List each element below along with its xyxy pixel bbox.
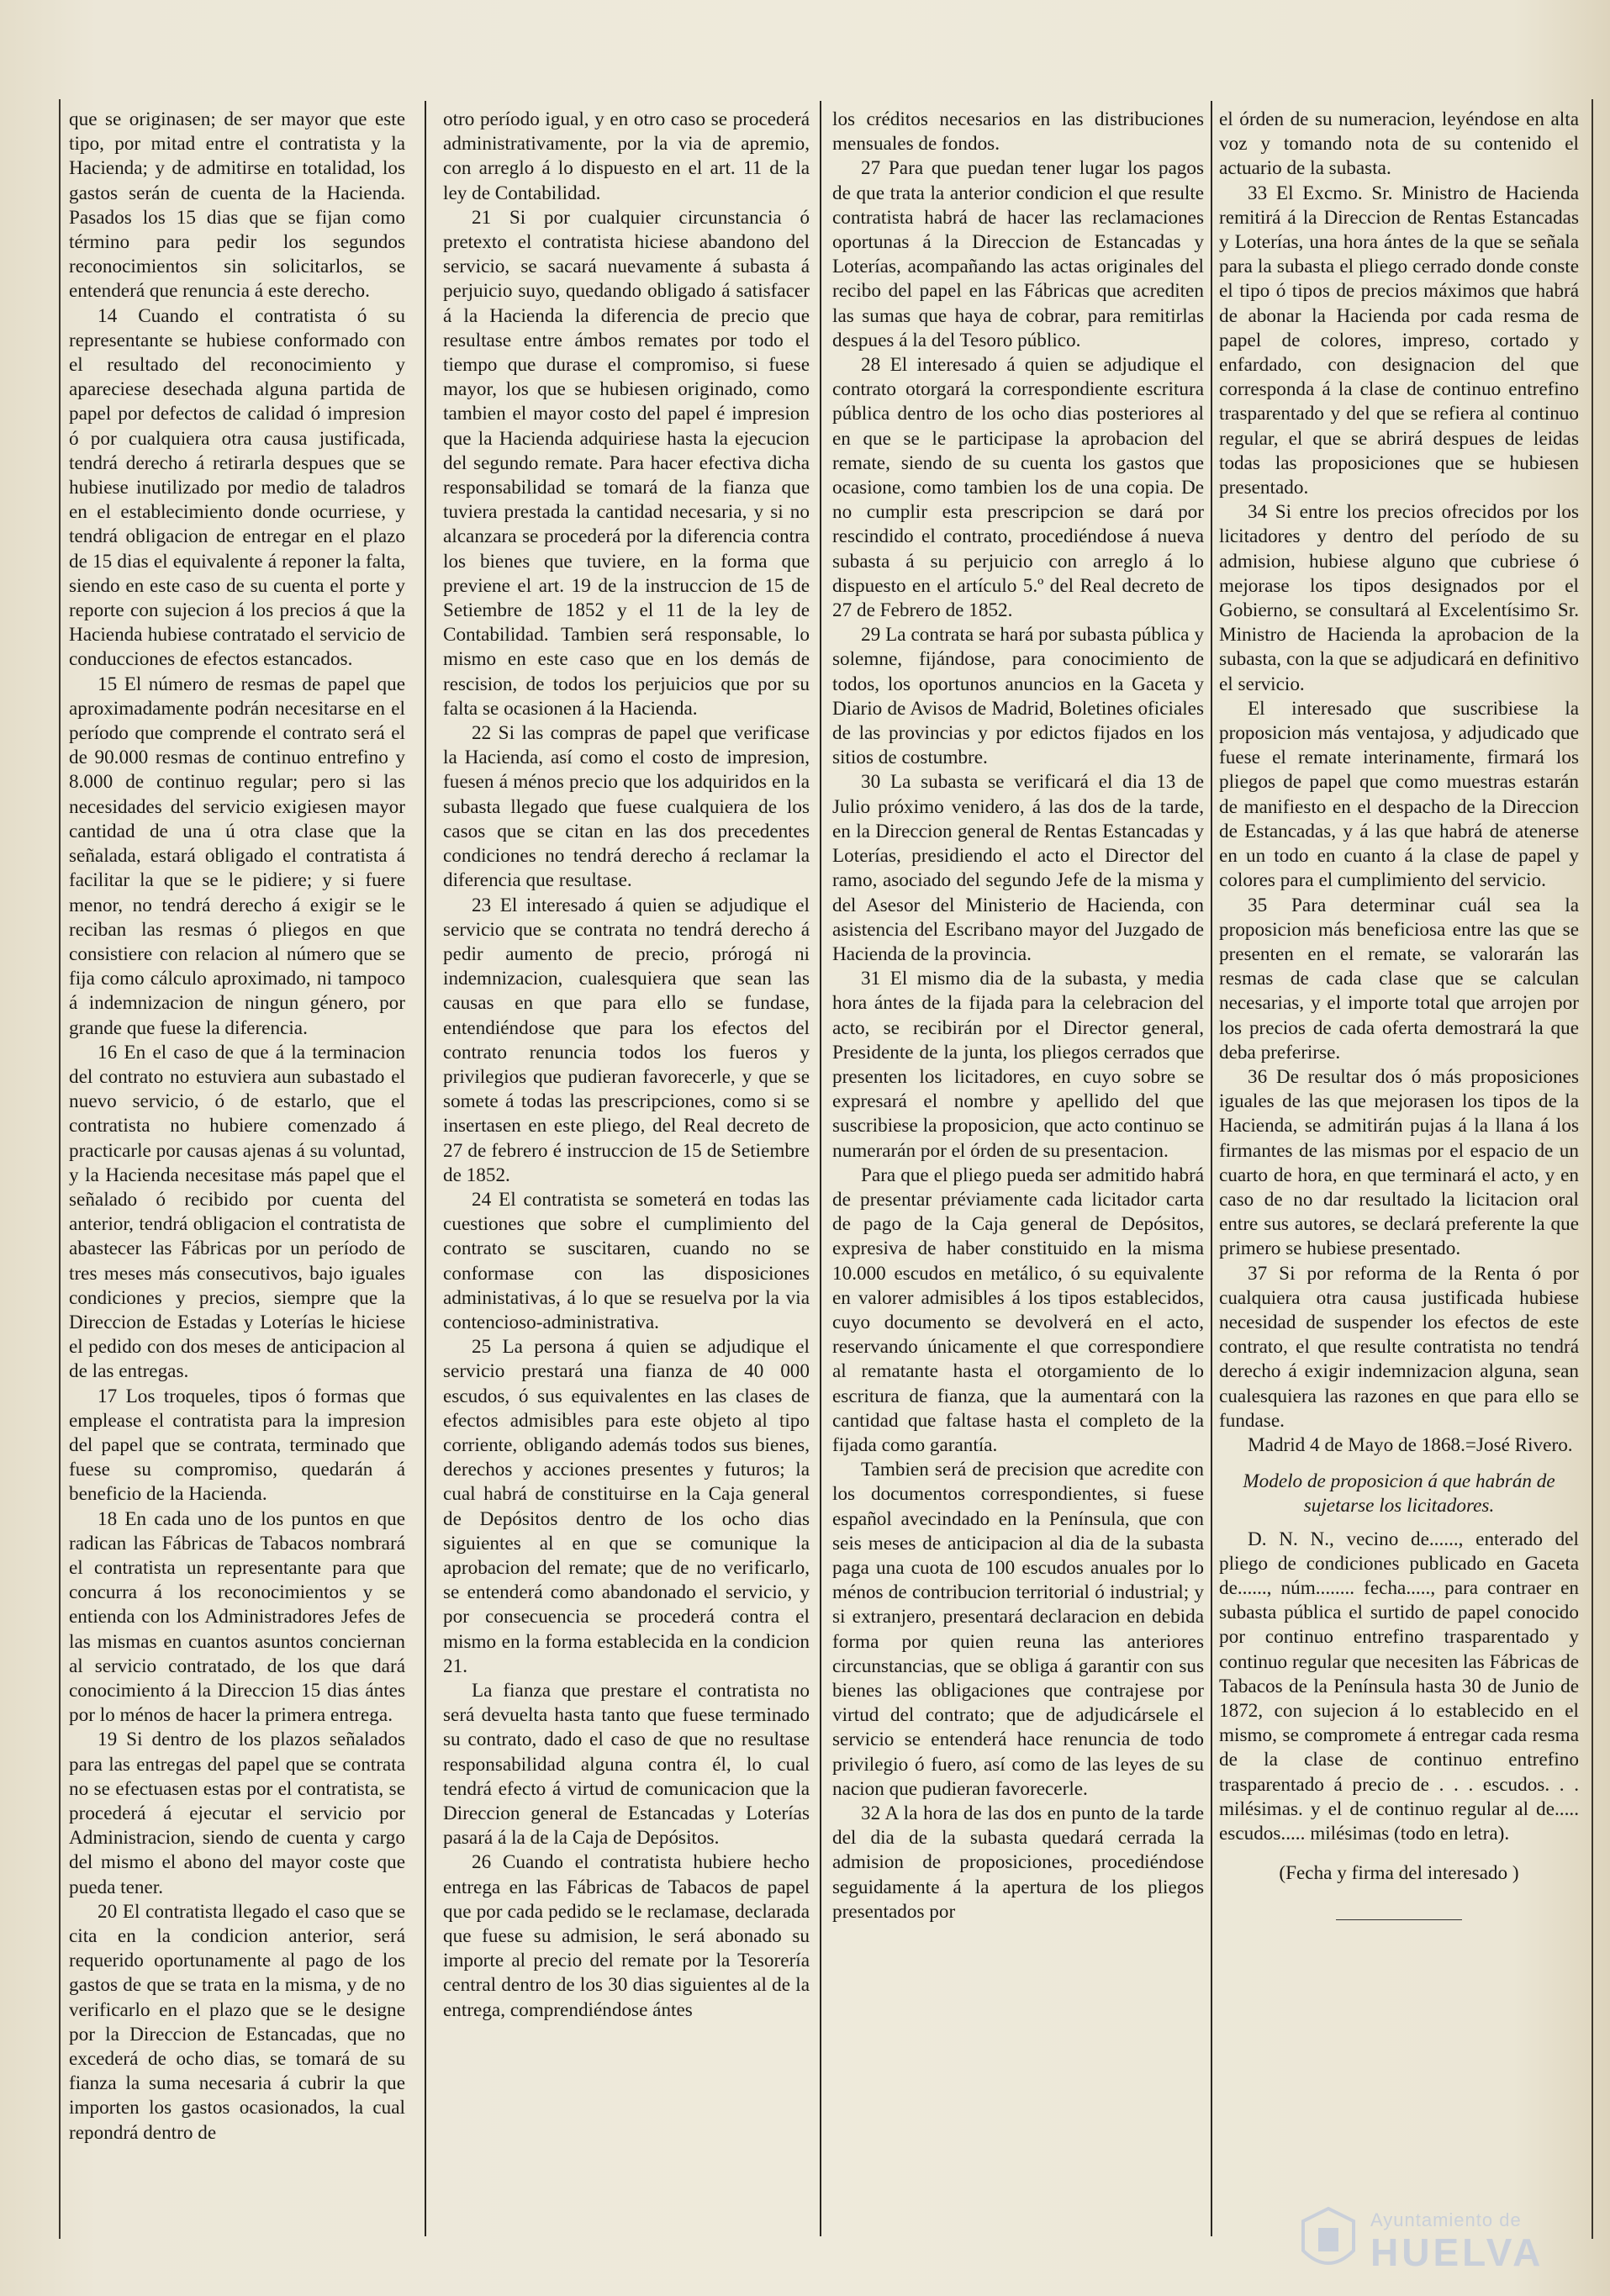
left-border-rule (59, 99, 61, 2239)
paragraph-condition-29: 29 La contrata se hará por subasta pública y solemne, fijándose, para conocimiento de todos, los oportunos anuncios en la Gaceta y Diario de Avisos de Madrid, Boletines oficiales de las provincias y por edictos fijados en los sitios de costumbre. (832, 624, 1204, 769)
paragraph-condition-35: 35 Para determinar cuál sea la proposicion más beneficiosa entre las que se presenten en el remate, se valorarán las resmas de cada clase que se calculan necesarias, y el importe total que arrojen por los precios de cada oferta demostrará la que deba preferirse. (1219, 894, 1579, 1064)
text-column-2 (443, 108, 810, 2260)
paragraph: Para que el pliego pueda ser admitido habrá de presentar préviamente cada licitador carta de pago de la Caja general de Depósitos, expresiva de haber constituido en la misma 10.000 escudos en metálico, ó su equivalente en valorer admisibles á los tipos establecidos, cuyo documento se devolverá en el acto, reservando únicamente el que correspondiere al rematante hasta el otorgamiento de lo escritura de fianza, que la aumentará con la cantidad que faltase hasta el completo de la fijada como garantía. (832, 1164, 1204, 1456)
text-column-4 (1219, 108, 1579, 2260)
signature-caption: (Fecha y firma del interesado ) (1279, 1862, 1519, 1885)
paragraph: los créditos necesarios en las distribuciones mensuales de fondos. (832, 108, 1204, 156)
column-rule (1211, 101, 1212, 2236)
paragraph-condition-16: 16 En el caso de que á la terminacion del contrato no estuviera aun subastado el nuevo servicio, ó de estarlo, que el contratista no hubiere comenzado á practicarle por causas ajenas á su voluntad, y la Hacienda necesitase más papel que el señalado ó recibido por cuenta del anterior, tendrá obligacion el contratista de abastecer las Fábricas por un período de tres meses más consecutivos, bajo iguales condiciones y precios, siempre que la Direccion de Estadas y Loterías le hiciese el pedido con dos meses de anticipacion al de las entregas. (69, 1041, 405, 1383)
signature-line (1336, 1919, 1462, 1920)
crest-icon (1295, 2204, 1362, 2280)
watermark-line1: Ayuntamiento de (1370, 2209, 1522, 2230)
paragraph: el órden de su numeracion, leyéndose en alta voz y tomando nota de su contenido el actuario de la subasta. (1219, 108, 1579, 180)
paragraph-condition-25: 25 La persona á quien se adjudique el servicio prestará una fianza de 40 000 escudos, ó sus equivalentes en las clases de efectos admisibles para este objeto al tipo corriente, obligando además todos sus bienes, derechos y acciones presentes y futuros; la cual habrá de constituirse en la Caja general de Depósitos dentro de los ocho dias siguientes al en que se comunique la aprobacion del remate; que de no verificarlo, se entenderá como abandonado el servicio, y por consecuencia se procederá contra el mismo en la forma establecida en la condicion 21. (443, 1336, 810, 1677)
paragraph-condition-23: 23 El interesado á quien se adjudique el servicio que se contrata no tendrá derecho á pedir aumento de precio, prórogá ni indemnizacion, cualesquiera que sean las causas en que para ello se fundase, entendiéndose que para los efectos del contrato renuncia todos los fueros y privilegios que pudieran favorecerle, y que se somete á todas las prescripciones, como si se insertasen en este pliego, del Real decreto de 27 de febrero é instruccion de 15 de Setiembre de 1852. (443, 894, 810, 1186)
right-border-rule (1592, 99, 1593, 2239)
paragraph-condition-14: 14 Cuando el contratista ó su representante se hubiese conformado con el resultado del reconocimiento y apareciese desechada alguna partida de papel por defectos de calidad ó impresion ó por cualquiera otra causa justificada, tendrá derecho á retirarla despues que se hubiese inutilizado por medio de taladros en el establecimiento donde ocurriese, y tendrá obligacion de entregar en el plazo de 15 dias el equivalente á reponer la falta, siendo en este caso de su cuenta el porte y reporte con sujecion á los precios á que la Hacienda hubiese contratado el servicio de conducciones de efectos estancados. (69, 304, 405, 671)
column-rule (820, 101, 821, 2236)
paragraph: La fianza que prestare el contratista no será devuelta hasta tanto que fuese terminado su contrato, dado el caso de que no resultase responsabilidad alguna contra él, lo cual tendrá efecto á virtud de comunicacion que la Direccion general de Estancadas y Loterías pasará á la de la Caja de Depósitos. (443, 1680, 810, 1850)
paragraph-condition-24: 24 El contratista se someterá en todas las cuestiones que sobre el cumplimiento del contrato se suscitaren, cuando no se conformase con las disposiciones administativas, á lo que se resuelva por la via contencioso-administrativa. (443, 1188, 810, 1333)
paragraph-condition-32: 32 A la hora de las dos en punto de la tarde del dia de la subasta quedará cerrada la admision de proposiciones, procediéndose seguidamente á la apertura de los pliegos presentados por (832, 1802, 1204, 1923)
paragraph-condition-15: 15 El número de resmas de papel que aproximadamente podrán necesitarse en el período que comprende el contrato será el de 90.000 resmas de continuo entrefino y 8.000 de continuo regular; pero si las necesidades del servicio exigiesen mayor cantidad de una ú otra clase que la señalada, estará obligado el contratista á facilitar la que se le pidiere; y si fuere menor, no tendrá derecho á exigir se le reciban las resmas ó pliegos en que consistiere con relacion al número que se fija como cálculo aproximado, ni tampoco á indemnizacion de ningun género, por grande que fuese la diferencia. (69, 673, 405, 1039)
paragraph-condition-26: 26 Cuando el contratista hubiere hecho entrega en las Fábricas de Tabacos de papel que por cada pedido se le reclamase, declarada que fuese su admision, le será abonado su importe al precio del remate por la Tesorería central dentro de los 30 dias siguientes al de la entrega, comprendiéndose ántes (443, 1851, 810, 2021)
model-proposal-body: D. N. N., vecino de......, enterado del pliego de condiciones publicado en Gaceta de......, núm........ fecha....., para contraer en subasta pública el surtido de papel conocido por continuo entrefino trasparentado y continuo regular que necesiten las Fábricas de Tabacos de la Península hasta 30 de Junio de 1872, con sujecion á lo establecido en el mismo, se compromete á entregar cada resma de la clase de continuo entrefino trasparentado á precio de . . . escudos. . . milésimas. y el de continuo regular al de..... escudos..... milésimas (todo en letra). (1219, 1528, 1579, 1845)
paragraph-condition-22: 22 Si las compras de papel que verificase la Hacienda, así como el costo de impresion, fuesen á ménos precio que los adquiridos en la subasta llegado que fuese cualquiera de los casos que se citan en las dos precedentes condiciones no tendrá derecho á reclamar la diferencia que resultase. (443, 722, 810, 892)
paragraph-condition-30: 30 La subasta se verificará el dia 13 de Julio próximo venidero, á las dos de la tarde, en la Direccion general de Rentas Estancadas y Loterías, presidiendo el acto el Director del ramo, asociado del segundo Jefe de la misma y del Asesor del Ministerio de Hacienda, con asistencia del Escribano mayor del Juzgado de Hacienda de la provincia. (832, 771, 1204, 965)
text-column-1 (69, 108, 405, 2260)
paragraph-condition-21: 21 Si por cualquier circunstancia ó pretexto el contratista hiciese abandono del servicio, se sacará nuevamente á subasta á perjuicio suyo, quedando obligado á satisfacer á la Hacienda la diferencia de precio que resultase entre ámbos remates por todo el tiempo que durase el compromiso, si fuese mayor, los que se hubiesen originado, como tambien el mayor costo del papel é impresion que la Hacienda adquiriese hasta la ejecucion del segundo remate. Para hacer efectiva dicha responsabilidad se tomará de la fianza que tuviera prestada la cantidad necesaria, y si no alcanzara se procederá por la diferencia contra los bienes que tuviere, en la forma que previene el art. 19 de la instruccion de 15 de Setiembre de 1852 y el 11 de la ley de Contabilidad. Tambien será responsable, lo mismo en este caso que en los demás de rescision, de todos los perjuicios que por su falta se ocasionen á la Hacienda. (443, 206, 810, 720)
paragraph-condition-28: 28 El interesado á quien se adjudique el contrato otorgará la correspondiente escritura pública dentro de los ocho dias posteriores al en que se le participase la aprobacion del remate, siendo de su cuenta los gastos que ocasione, como tambien los de una copia. De no cumplir esta prescripcion se dará por rescindido el contrato, procediéndose á nueva subasta á su perjuicio con arreglo á lo dispuesto en el artículo 5.º del Real decreto de 27 de Febrero de 1852. (832, 354, 1204, 622)
paragraph: que se originasen; de ser mayor que este tipo, por mitad entre el contratista y la Hacienda; y de admitirse en totalidad, los gastos serán de cuenta de la Hacienda. Pasados los 15 dias que se fijan como término para pedir los segundos reconocimientos sin solicitarlos, se entenderá que renuncia á este derecho. (69, 108, 405, 303)
paragraph-condition-27: 27 Para que puedan tener lugar los pagos de que trata la anterior condicion el que resulte contratista habrá de hacer las reclamaciones oportunas á la Direccion de Estancadas y Loterías, acompañando las actas originales del recibo del papel en las Fábricas que acrediten las sumas que haya de cobrar, para remitirlas despues á la del Tesoro público. (832, 157, 1204, 351)
model-title: Modelo de proposicion á que habrán de sujetarse los licitadores. (1243, 1470, 1555, 1517)
paragraph: Tambien será de precision que acredite con los documentos correspondientes, si fuese español avecindado en la Península, que con seis meses de anticipacion al dia de la subasta paga una cuota de 100 escudos anuales por lo ménos de contribucion territorial ó industrial; y si extranjero, presentará declaracion en debida forma por quien reuna las anteriores circunstancias, que se obliga á garantir con sus bienes las obligaciones que contrajese por virtud del contrato; que de adjudicársele el servicio se entenderá hace renuncia de todo privilegio ó fuero, así como de las leyes de su nacion que pudieran favorecerle. (832, 1459, 1204, 1800)
paragraph: otro período igual, y en otro caso se procederá administrativamente, por la via de apremio, con arreglo á lo dispuesto en el art. 11 de la ley de Contabilidad. (443, 108, 810, 204)
paragraph-condition-18: 18 En cada uno de los puntos en que radican las Fábricas de Tabacos nombrará el contratista un representante para que concurra á los reconocimientos y se entienda con los Administradores Jefes de las mismas en cuantos asuntos conciernan al servicio contratado, de los que dará conocimiento á la Direccion 15 dias ántes por lo ménos de hacer la primera entrega. (69, 1507, 405, 1727)
date-signature-line: Madrid 4 de Mayo de 1868.=José Rivero. (1248, 1433, 1573, 1456)
paragraph-condition-33: 33 El Excmo. Sr. Ministro de Hacienda remitirá á la Direccion de Rentas Estancadas y Loterías, una hora ántes de la que se señala para la subasta el pliego cerrado donde conste el tipo ó tipos de precios máximos que habrá de abonar la Hacienda por cada resma de papel de colores, impreso, cortado y enfardado, con designacion del que corresponda á la clase de continuo entrefino trasparentado y del que se refiera al continuo regular, el que se abrirá despues de leidas todas las proposiciones que se hubiesen presentado. (1219, 182, 1579, 499)
archive-watermark (1278, 2203, 1589, 2287)
paragraph: El interesado que suscribiese la proposicion más ventajosa, y adjudicado que fuese el remate interinamente, firmará los pliegos de papel que como muestras estarán de manifiesto en el despacho de la Direccion de Estancadas, y á las que habrá de atenerse en un todo en cuanto á la clase de papel y colores para el cumplimiento del servicio. (1219, 697, 1579, 892)
paragraph-condition-36: 36 De resultar dos ó más proposiciones iguales de las que mejorasen los tipos de la Hacienda, se admitirán pujas á la llana á los firmantes de las mismas por el espacio de un cuarto de hora, en que terminará el acto, y en caso de no dar resultado la licitacion oral entre sus autores, se declará preferente la que primero se hubiese presentado. (1219, 1065, 1579, 1260)
watermark-line2: HUELVA (1370, 2230, 1544, 2274)
paragraph-condition-19: 19 Si dentro de los plazos señalados para las entregas del papel que se contrata no se efectuasen estas por el contratista, se procederá á ejecutar el servicio por Administracion, siendo de cuenta y cargo del mismo el abono del mayor coste que pueda tener. (69, 1729, 405, 1898)
paragraph-condition-34: 34 Si entre los precios ofrecidos por los licitadores y dentro del período de su admision, hubiese alguno que cubriese ó mejorase los tipos designados por el Gobierno, se consultará al Excelentísimo Sr. Ministro de Hacienda la aprobacion de la subasta, con la que se adjudicará en definitivo el servicio. (1219, 501, 1579, 695)
paragraph-condition-31: 31 El mismo dia de la subasta, y media hora ántes de la fijada para la celebracion del acto, se recibirán por el Director general, Presidente de la junta, los pliegos cerrados que presenten los licitadores, en cuyo sobre se expresará el nombre y apellido del que suscribiese la proposicion, que acto continuo se numerarán por el órden de su presentacion. (832, 968, 1204, 1162)
paragraph-condition-20: 20 El contratista llegado el caso que se cita en la condicion anterior, será requerido oportunamente al pago de los gastos de que se trata en la misma, y de no verificarlo en el plazo que se le designe por la Direccion de Estancadas, que no excederá de ocho dias, se tomará de su fianza la suma necesaria á cubrir la que importen los gastos ocasionados, la cual repondrá dentro de (69, 1900, 405, 2144)
paragraph-condition-17: 17 Los troqueles, tipos ó formas que emplease el contratista para la impresion del papel que se contrata, terminado que fuese su compromiso, quedarán á beneficio de la Hacienda. (69, 1385, 405, 1506)
text-column-3 (832, 108, 1204, 2260)
paragraph-condition-37: 37 Si por reforma de la Renta ó por cualquiera otra causa justificada hubiese necesidad de suspender los efectos de este contrato, el que resulte contratista no tendrá derecho á exigir indemnizacion alguna, sean cualesquiera las razones en que para ello se fundase. (1219, 1262, 1579, 1432)
column-rule (425, 101, 426, 2236)
